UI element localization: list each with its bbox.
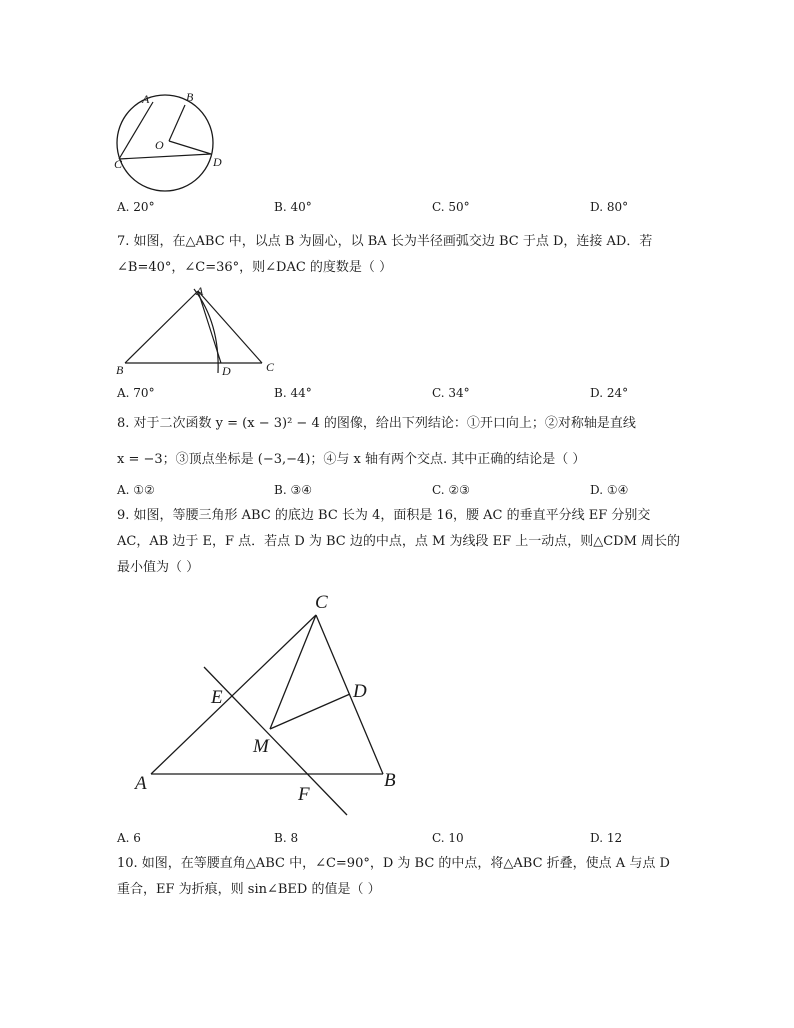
q9-triangle-figure [125,590,410,825]
q7-option-d[interactable]: D. 24° [590,386,629,400]
q6-label-d: D [213,155,222,169]
q6-option-b[interactable]: B. 40° [274,200,312,214]
q9-label-m: M [253,736,269,757]
q7-label-a: A [196,284,204,298]
q9-line-ef [204,667,347,815]
q7-stem-line2: ∠B=40°，∠C=36°，则∠DAC 的度数是（ ） [117,260,393,275]
q9-stem-line2: AC，AB 边于 E，F 点．若点 D 为 BC 边的中点，点 M 为线段 EF 上一动点，则△CDM 周长的 [117,534,681,549]
q6-option-d[interactable]: D. 80° [590,200,629,214]
q8-option-c[interactable]: C. ②③ [432,483,470,497]
q7-option-b[interactable]: B. 44° [274,386,312,400]
q6-chord-cd [119,154,211,159]
q7-label-b: B [116,363,124,377]
q9-label-a: A [135,773,147,794]
q9-label-b: B [384,770,396,791]
q9-label-e: E [211,687,223,708]
q8-option-d[interactable]: D. ①④ [590,483,629,497]
q7-label-c: C [266,360,275,374]
q7-side-ac [198,291,262,363]
q7-label-d: D [222,364,231,378]
q8-stem-line1: 8. 对于二次函数 y = (x − 3)² − 4 的图像，给出下列结论：①开口向上；②对称轴是直线 [117,416,636,431]
q6-chord-ca [119,102,153,159]
q9-stem-line1: 9. 如图，等腰三角形 ABC 的底边 BC 长为 4，面积是 16，腰 AC 的垂直平分线 EF 分别交 [117,508,651,523]
q9-option-a[interactable]: A. 6 [117,831,141,845]
q6-label-c: C [114,157,123,171]
q9-label-f: F [298,784,310,805]
q6-label-b: B [186,90,194,104]
q6-radius-ob [169,105,185,141]
q10-stem-line2: 重合，EF 为折痕，则 sin∠BED 的值是（ ） [117,882,381,897]
q6-label-o: O [155,138,164,152]
q9-label-c: C [315,592,328,613]
q9-option-c[interactable]: C. 10 [432,831,464,845]
q6-radius-od [169,141,211,154]
q7-triangle-figure [110,283,285,379]
q8-option-a[interactable]: A. ①② [117,483,155,497]
q6-label-a: A [142,92,150,106]
q6-option-a[interactable]: A. 20° [117,200,155,214]
q7-option-a[interactable]: A. 70° [117,386,155,400]
q9-stem-line3: 最小值为（ ） [117,560,200,575]
q7-arc [194,289,218,373]
q8-option-b[interactable]: B. ③④ [274,483,312,497]
q7-option-c[interactable]: C. 34° [432,386,470,400]
q7-side-ba [125,291,198,363]
q9-option-b[interactable]: B. 8 [274,831,299,845]
q9-label-d: D [353,681,367,702]
q8-stem-line2: x = −3；③顶点坐标是 (−3,−4)；④与 x 轴有两个交点. 其中正确的结论是（ ） [117,452,586,467]
q6-circle [117,95,213,191]
q7-stem-line1: 7. 如图，在△ABC 中，以点 B 为圆心，以 BA 长为半径画弧交边 BC 于点 D，连接 AD．若 [117,234,653,249]
q6-option-c[interactable]: C. 50° [432,200,470,214]
q9-side-ac [151,615,316,774]
q6-circle-figure [110,88,230,196]
q10-stem-line1: 10. 如图，在等腰直角△ABC 中，∠C=90°，D 为 BC 的中点，将△ABC 折叠，使点 A 与点 D [117,856,670,871]
q9-option-d[interactable]: D. 12 [590,831,623,845]
